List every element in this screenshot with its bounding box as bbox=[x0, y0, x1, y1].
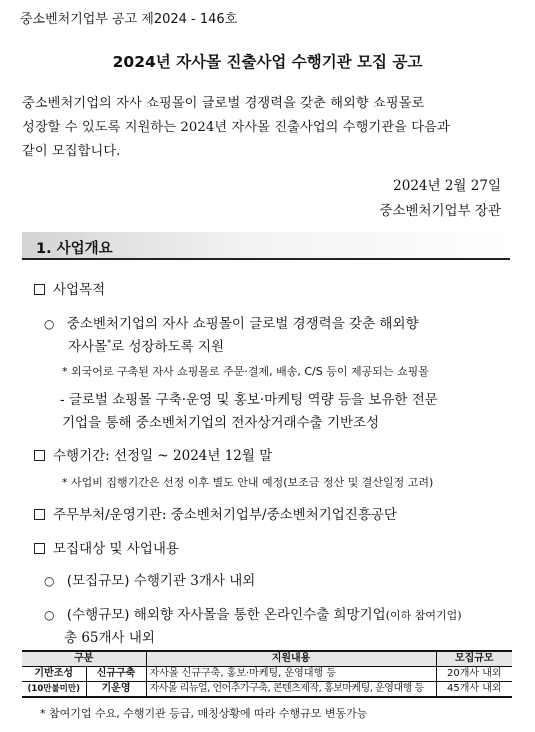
section-header-underline bbox=[22, 258, 510, 260]
table-row-type: 기운영 bbox=[86, 682, 146, 698]
checkbox-square-icon bbox=[34, 543, 45, 554]
recruit-item-2-value: 해외향 자사몰을 통한 온라인수출 희망기업 bbox=[133, 607, 386, 623]
period-note: * 사업비 집행기간은 선정 이후 별도 안내 예정(보조금 정산 및 결산일정 고려) bbox=[62, 476, 434, 489]
recruit-item-2-paren: (이하 참여기업) bbox=[385, 609, 462, 622]
table-header-scale: 모집규모 bbox=[436, 651, 512, 667]
purpose-dash-line-2: 기업을 통해 중소벤처기업의 전자상거래수출 기반조성 bbox=[62, 415, 380, 431]
purpose-bullet-1 bbox=[44, 312, 419, 332]
purpose-bullet-1-line-1: 중소벤처기업의 자사 쇼핑몰이 글로벌 경쟁력을 갖춘 해외향 bbox=[66, 316, 419, 332]
table-row bbox=[22, 667, 512, 682]
table-group-sub: (10만불미만) bbox=[27, 684, 80, 694]
table-header-content: 지원내용 bbox=[146, 651, 436, 667]
intro-line-3: 같이 모집합니다. bbox=[22, 144, 121, 159]
checkbox-square-icon bbox=[34, 284, 45, 295]
purpose-dash-line-1: - 글로벌 쇼핑몰 구축·운영 및 홍보·마케팅 역량 등을 보유한 전문 bbox=[60, 392, 438, 408]
intro-line-1: 중소벤처기업의 자사 쇼핑몰이 글로벌 경쟁력을 갖춘 해외향 쇼핑몰로 bbox=[22, 96, 425, 111]
purpose-footnote: * 외국어로 구축된 자사 쇼핑몰로 주문·결제, 배송, C/S 등이 제공되는 쇼핑몰 bbox=[62, 365, 429, 378]
recruit-item-1-value: 수행기관 3개사 내외 bbox=[133, 573, 256, 589]
signature: 중소벤처기업부 장관 bbox=[379, 203, 501, 219]
agency-label: 주무부처/운영기관 bbox=[53, 507, 162, 523]
purpose-bullet-1-line-2-row bbox=[68, 335, 224, 355]
footnote-marker: * bbox=[107, 338, 112, 348]
circle-bullet-icon: ○ bbox=[44, 608, 55, 622]
agency-row bbox=[34, 503, 397, 523]
period-value: : 선정일 ~ 2024년 12월 말 bbox=[105, 448, 273, 464]
document-title: 2024년 자사몰 진출사업 수행기관 모집 공고 bbox=[112, 53, 423, 71]
recruit-item-2 bbox=[44, 603, 462, 623]
period-label: 수행기간 bbox=[53, 448, 106, 464]
recruit-item-2-label: (수행규모) bbox=[66, 607, 130, 623]
table-header-row bbox=[22, 651, 512, 667]
recruit-item-1-label: (모집규모) bbox=[66, 573, 130, 589]
table-note: * 참여기업 수요, 수행기관 등급, 매칭상황에 따라 수행규모 변동가능 bbox=[40, 707, 368, 720]
announcement-date: 2024년 2월 27일 bbox=[393, 178, 501, 194]
purpose-bullet-1-line-2-rest: 로 성장하도록 지원 bbox=[111, 339, 225, 355]
section-title: 1. 사업개요 bbox=[36, 241, 113, 257]
recruit-heading-row bbox=[34, 537, 179, 557]
recruit-table bbox=[22, 650, 512, 698]
table-row-scale: 20개사 내외 bbox=[436, 667, 512, 682]
checkbox-square-icon bbox=[34, 509, 45, 520]
table-header-category: 구분 bbox=[74, 653, 94, 664]
table-group-label: 기반조성 bbox=[34, 668, 74, 679]
agency-value: : 중소벤처기업부/중소벤처기업진흥공단 bbox=[161, 507, 397, 523]
table-row-type: 신규구축 bbox=[86, 667, 146, 682]
circle-bullet-icon: ○ bbox=[44, 574, 55, 588]
checkbox-square-icon bbox=[34, 450, 45, 461]
table-row-content: 자사몰 신규구축, 홍보·마케팅, 운영대행 등 bbox=[146, 667, 436, 682]
notice-number: 중소벤처기업부 공고 제2024 - 146호 bbox=[20, 12, 238, 27]
intro-line-2: 성장할 수 있도록 지원하는 2024년 자사몰 진출사업의 수행기관을 다음과 bbox=[22, 120, 450, 135]
recruit-item-2-line-2: 총 65개사 내외 bbox=[64, 630, 155, 646]
period-row bbox=[34, 444, 272, 464]
section-header bbox=[22, 232, 510, 260]
recruit-heading: 모집대상 및 사업내용 bbox=[53, 541, 179, 557]
table-row-scale: 45개사 내외 bbox=[436, 682, 512, 698]
table-row bbox=[22, 682, 512, 698]
table-row-content: 자사몰 리뉴얼, 언어추가구축, 콘텐츠제작, 홍보마케팅, 운영대행 등 bbox=[146, 682, 436, 698]
recruit-item-1 bbox=[44, 569, 255, 589]
purpose-bullet-1-line-2: 자사몰 bbox=[68, 339, 108, 355]
circle-bullet-icon: ○ bbox=[44, 317, 55, 331]
purpose-heading-row bbox=[34, 278, 105, 298]
purpose-heading: 사업목적 bbox=[53, 282, 106, 298]
